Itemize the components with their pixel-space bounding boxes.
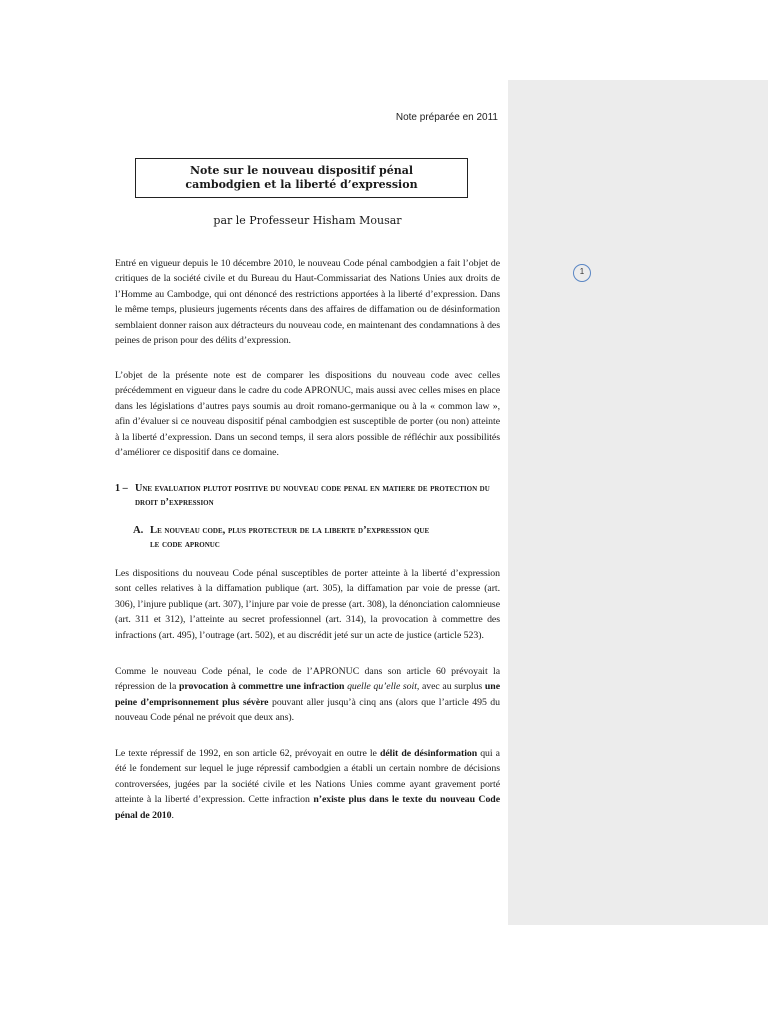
- comment-pane: [508, 80, 768, 925]
- section-a-number: A.: [133, 525, 144, 536]
- p4-text-3: pouvant aller jusqu’à cinq ans (alors que l’article 495 du nouveau Code pénal ne prévoit que deux ans).: [115, 696, 500, 724]
- p5-text-1: Le texte répressif de 1992, en son article 62, prévoyait en outre le: [115, 748, 380, 759]
- header-note: Note préparée en 2011: [395, 112, 498, 123]
- author-line: par le Professeur Hisham Mousar: [213, 214, 402, 227]
- title-box: [135, 158, 468, 198]
- paragraph-desinformation: [115, 746, 500, 823]
- comment-marker[interactable]: 1: [573, 264, 591, 282]
- p4-bold-provocation: provocation à commettre une infraction: [178, 681, 345, 693]
- p4-text-2: , avec au surplus: [416, 681, 485, 693]
- section-a-heading: [133, 524, 433, 552]
- p5-bold-nexiste: n’existe plus dans le texte du nouveau Code pénal de 2010: [115, 794, 500, 821]
- section-1-title: Une evaluation plutot positive du nouveau code penal en matiere de protection du droit d’expression: [135, 483, 490, 508]
- p4-italic-quelle: quelle qu’elle soit: [347, 681, 417, 693]
- paragraph-apronuc: [115, 664, 500, 726]
- p5-text-3: .: [171, 809, 174, 821]
- paragraph-intro: Entré en vigueur depuis le 10 décembre 2010, le nouveau Code pénal cambodgien a fait l’objet de critiques de la société civile et du Bureau du Haut-Commissariat des Nations Unies aux droits de l’Homme au Cambodge, qui ont dénoncé des restrictions apportées à la liberté d’expression. Dans le même temps, plusieurs jugements récents dans des affaires de diffamation ou de désinformation semblaient donner raison aux détracteurs du nouveau code, en maintenant des condamnations à des peines de prison pour des délits d’expression.: [115, 258, 500, 347]
- title-line-1: Note sur le nouveau dispositif pénal: [189, 164, 414, 177]
- p5-bold-delit: délit de désinformation: [379, 748, 478, 759]
- title-line-2: cambodgien et la liberté d’expression: [185, 178, 418, 191]
- p4-bold-peine: une peine d’emprisonnement plus sévère: [115, 681, 500, 708]
- section-1-number: 1 –: [115, 483, 128, 494]
- paragraph-dispositions: Les dispositions du nouveau Code pénal susceptibles de porter atteinte à la liberté d’expression sont celles relatives à la diffamation publique (art. 305), la diffamation par voie de presse (art. 306), l’injure publique (art. 307), l’injure par voie de presse (art. 308), la dénonciation calomnieuse (art. 311 et 312), l’atteinte au secret professionnel (art. 314), la provocation à commettre des infractions (art. 495), l’outrage (art. 502), et au discrédit jeté sur un acte de justice (article 523).: [115, 568, 500, 641]
- p4-text-1: Comme le nouveau Code pénal, le code de l’APRONUC dans son article 60 prévoyait la répression de la: [115, 666, 500, 693]
- paragraph-objective: L’objet de la présente note est de comparer les dispositions du nouveau code avec celles précédemment en vigueur dans le cadre du code APRONUC, mais aussi avec celles mises en place dans les législations d’autres pays soumis au droit romano-germanique ou à la « common law », afin d’évaluer si ce nouveau dispositif pénal cambodgien est susceptible de porter (ou non) atteinte à la liberté d’expression. Dans un second temps, il sera alors possible de réfléchir aux possibilités d’améliorer ce dispositif dans ce domaine.: [115, 370, 500, 459]
- section-a-title: Le nouveau code, plus protecteur de la liberte d’expression que le code apronuc: [150, 525, 430, 550]
- p5-text-2: qui a été le fondement sur lequel le juge répressif cambodgien a établi un certain nombre de décisions controversées, jugées par la société civile et les Nations Unies comme ayant gravement porté atteinte à la liberté d’expression. Cette infraction: [115, 748, 500, 806]
- section-1-heading: [115, 482, 500, 510]
